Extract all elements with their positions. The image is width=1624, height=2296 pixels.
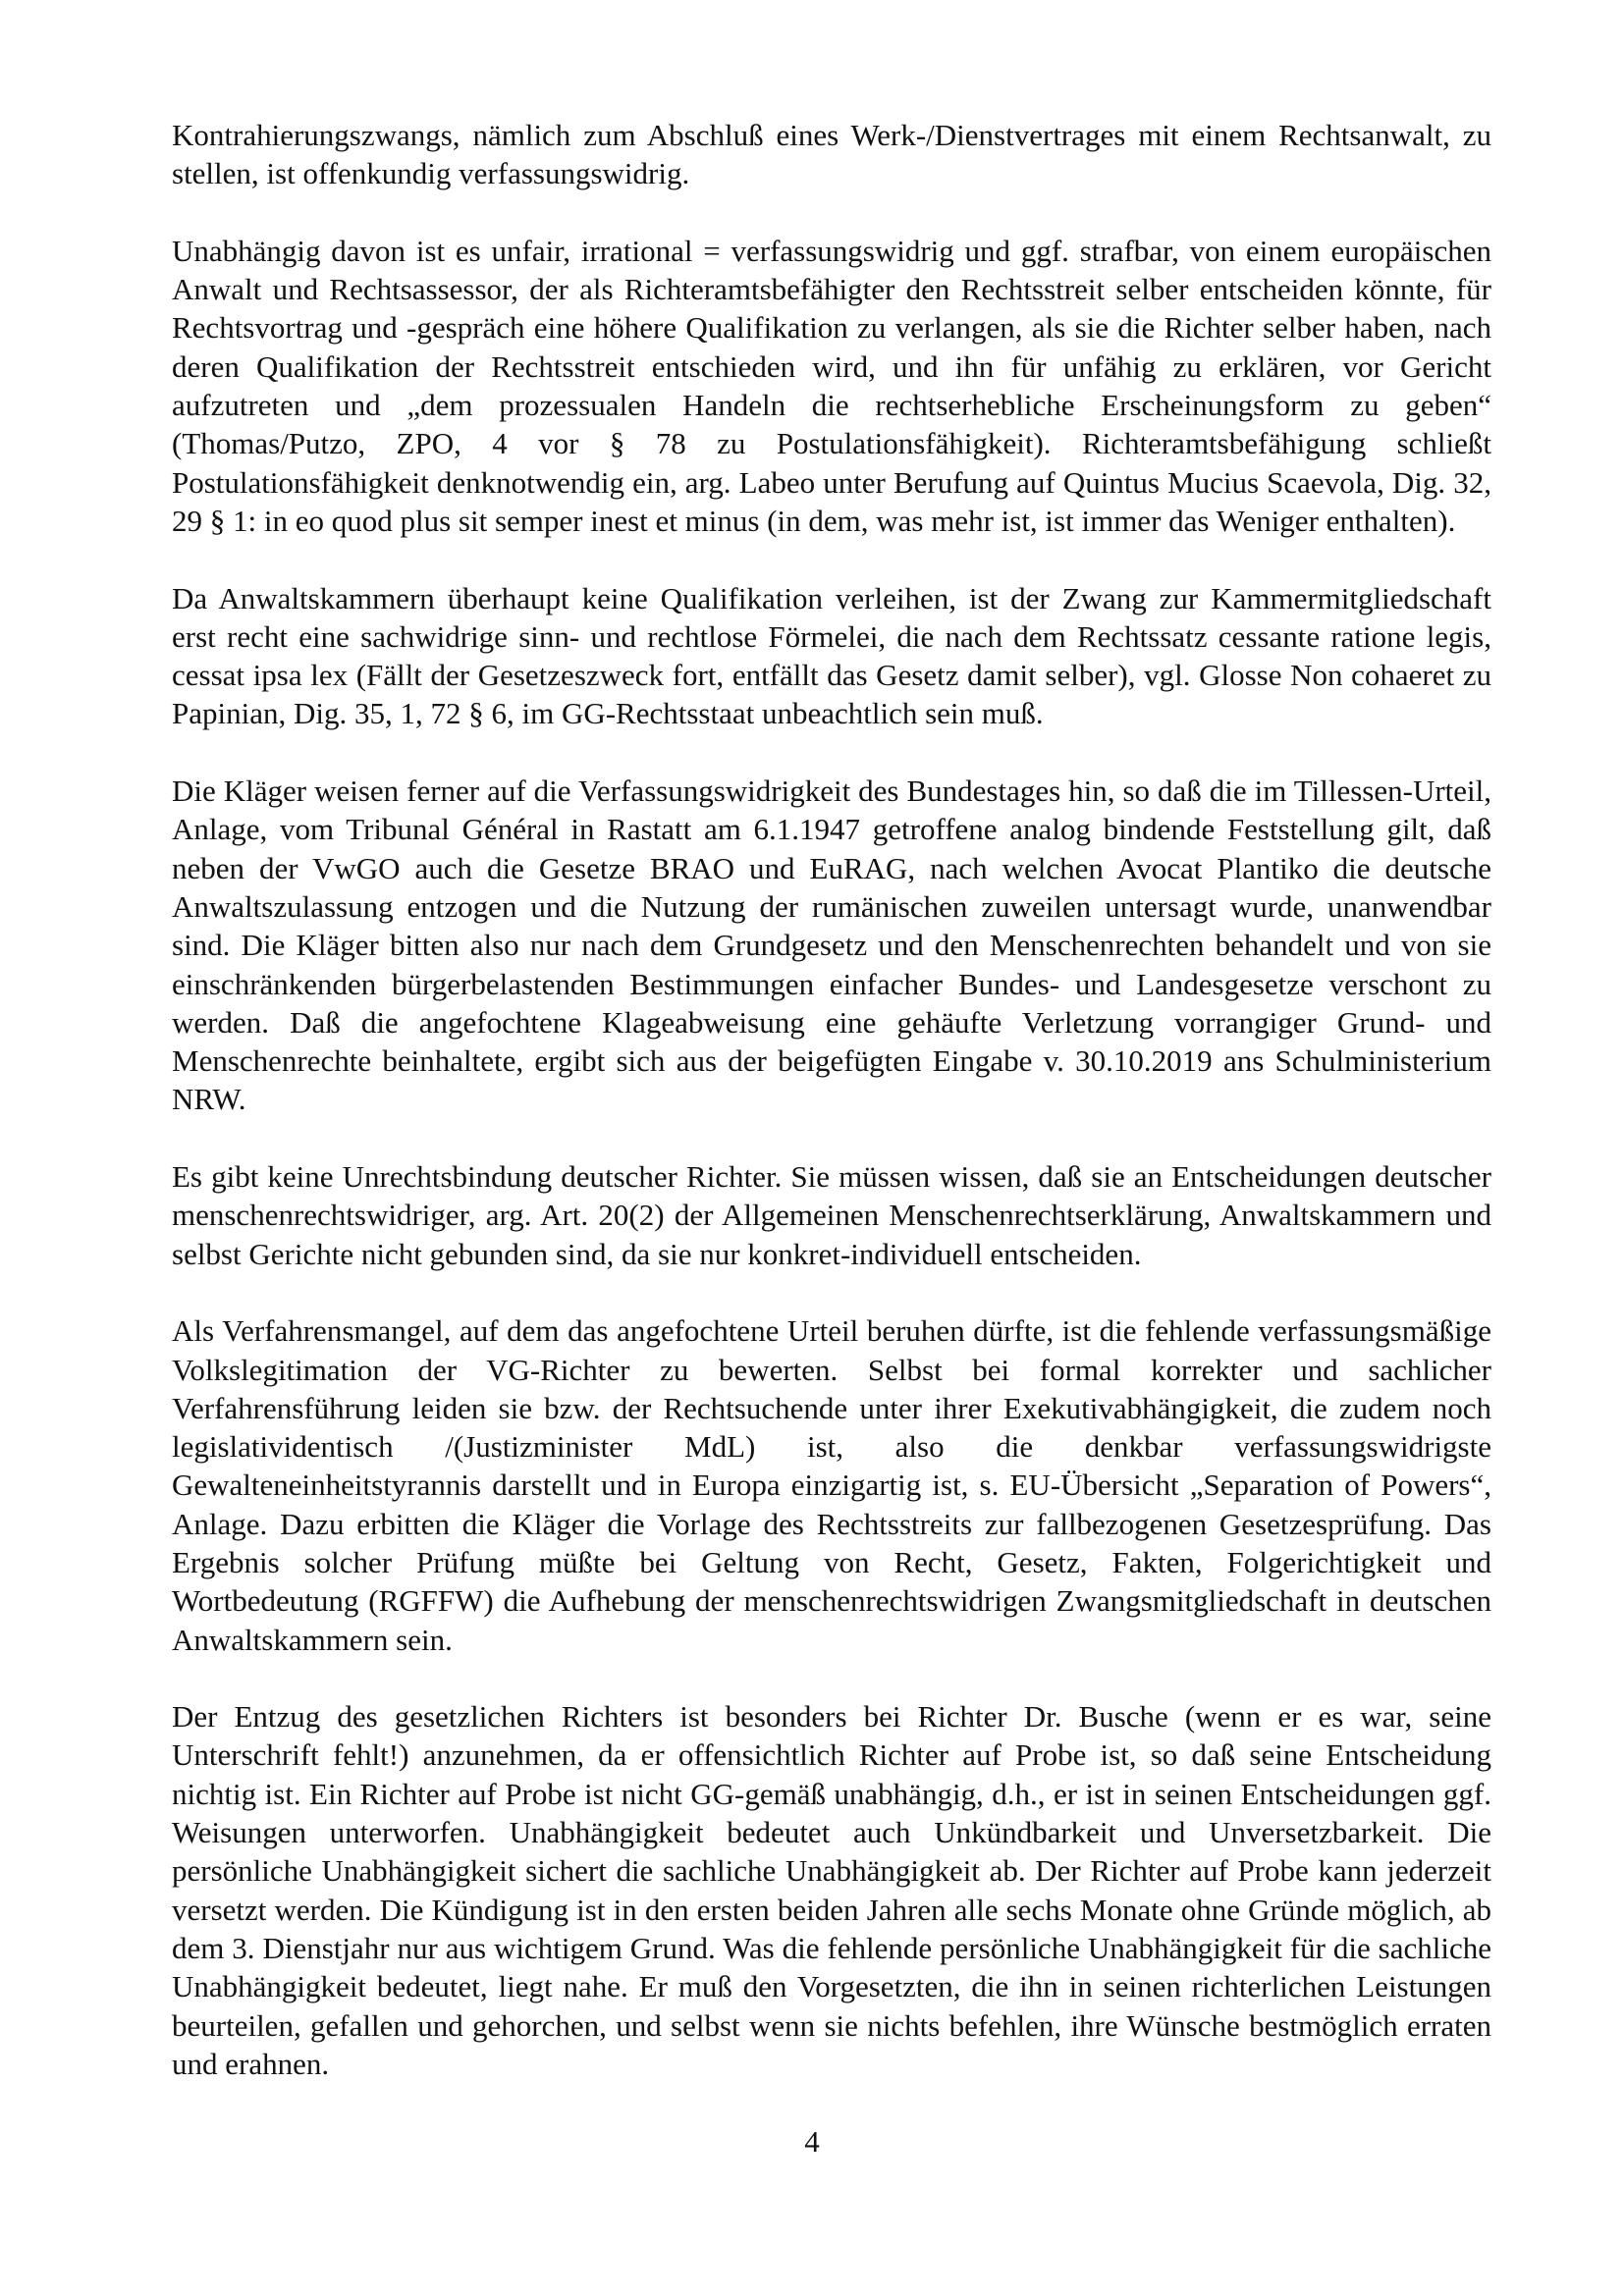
paragraph-contracting-obligation: Kontrahierungszwangs, nämlich zum Abschluß eines Werk-/Dienstvertrages mit einem Rechtsanwalt, zu stellen, ist offenkundig verfassungswidrig. (172, 118, 1491, 191)
document-body (172, 116, 1491, 2121)
paragraph-judicial-binding: Es gibt keine Unrechtsbindung deutscher Richter. Sie müssen wissen, daß sie an Entscheidungen deutscher menschenrechtswidriger, arg. Art. 20(2) der Allgemeinen Menschenrechtserklärung, Anwaltskammern und selbst Gerichte nicht gebunden sind, da sie nur konkret-individuell entscheiden. (172, 1159, 1491, 1271)
paragraph-bar-chamber-membership: Da Anwaltskammern überhaupt keine Qualifikation verleihen, ist der Zwang zur Kammermitgliedschaft erst recht eine sachwidrige sinn- und rechtlose Förmelei, die nach dem Rechtssatz cessante ratione legis, cessat ipsa lex (Fällt der Gesetzeszweck fort, entfällt das Gesetz damit selber), vgl. Glosse Non cohaeret zu Papinian, Dig. 35, 1, 72 § 6, im GG-Rechtsstaat unbeachtlich sein muß. (172, 580, 1491, 731)
paragraph-postulation-capacity: Unabhängig davon ist es unfair, irrational = verfassungswidrig und ggf. strafbar, von einem europäischen Anwalt und Rechtsassessor, der als Richteramtsbefähigter den Rechtsstreit selber entscheiden könnte, für Rechtsvortrag und -gespräch eine höhere Qualifikation zu verlangen, als sie die Richter selber haben, nach deren Qualifikation der Rechtsstreit entschieden wird, und ihn für unfähig zu erklären, vor Gericht aufzutreten und „dem prozessualen Handeln die rechtserhebliche Erscheinungsform zu geben“ (Thomas/Putzo, ZPO, 4 vor § 78 zu Postulationsfähigkeit). Richteramtsbefähigung schließt Postulationsfähigkeit denknotwendig ein, arg. Labeo unter Berufung auf Quintus Mucius Scaevola, Dig. 32, 29 § 1: in eo quod plus sit semper inest et minus (in dem, was mehr ist, ist immer das Weniger enthalten). (172, 233, 1491, 538)
page-number: 4 (804, 2124, 820, 2159)
paragraph-unconstitutionality-bundestag: Die Kläger weisen ferner auf die Verfassungswidrigkeit des Bundestages hin, so daß die im Tillessen-Urteil, Anlage, vom Tribunal Général in Rastatt am 6.1.1947 getroffene analog bindende Feststellung gilt, daß neben der VwGO auch die Gesetze BRAO und EuRAG, nach welchen Avocat Plantiko die deutsche Anwaltszulassung entzogen und die Nutzung der rumänischen zuweilen untersagt wurde, unanwendbar sind. Die Kläger bitten also nur nach dem Grundgesetz und den Menschenrechten behandelt und von sie einschränkenden bürgerbelastenden Bestimmungen einfacher Bundes- und Landesgesetze verschont zu werden. Daß die angefochtene Klageabweisung eine gehäufte Verletzung vorrangiger Grund- und Menschenrechte beinhaltete, ergibt sich aus der beigefügten Eingabe v. 30.10.2019 ans Schulministerium NRW. (172, 774, 1491, 1117)
paragraph-procedural-defect: Als Verfahrensmangel, auf dem das angefochtene Urteil beruhen dürfte, ist die fehlende verfassungsmäßige Volkslegitimation der VG-Richter zu bewerten. Selbst bei formal korrekter und sachlicher Verfahrensführung leiden sie bzw. der Rechtsuchende unter ihrer Exekutivabhängigkeit, die zudem noch legislatividentisch /(Justizminister MdL) ist, also die denkbar verfassungswidrigste Gewalteneinheitstyrannis darstellt und in Europa einzigartig ist, s. EU-Übersicht „Separation of Powers“, Anlage. Dazu erbitten die Kläger die Vorlage des Rechtsstreits zur fallbezogenen Gesetzesprüfung. Das Ergebnis solcher Prüfung müßte bei Geltung von Recht, Gesetz, Fakten, Folgerichtigkeit und Wortbedeutung (RGFFW) die Aufhebung der menschenrechtswidrigen Zwangsmitgliedschaft in deutschen Anwaltskammern sein. (172, 1313, 1491, 1657)
paragraph-probationary-judge: Der Entzug des gesetzlichen Richters ist besonders bei Richter Dr. Busche (wenn er es war, seine Unterschrift fehlt!) anzunehmen, da er offensichtlich Richter auf Probe ist, so daß seine Entscheidung nichtig ist. Ein Richter auf Probe ist nicht GG-gemäß unabhängig, d.h., er ist in seinen Entscheidungen ggf. Weisungen unterworfen. Unabhängigkeit bedeutet auch Unkündbarkeit und Unversetzbarkeit. Die persönliche Unabhängigkeit sichert die sachliche Unabhängigkeit ab. Der Richter auf Probe kann jederzeit versetzt werden. Die Kündigung ist in den ersten beiden Jahren alle sechs Monate ohne Gründe möglich, ab dem 3. Dienstjahr nur aus wichtigem Grund. Was die fehlende persönliche Unabhängigkeit für die sachliche Unabhängigkeit bedeutet, liegt nahe. Er muß den Vorgesetzten, die ihn in seinen richterlichen Leistungen beurteilen, gefallen und gehorchen, und selbst wenn sie nichts befehlen, ihre Wünsche bestmöglich erraten und erahnen. (172, 1699, 1491, 2081)
